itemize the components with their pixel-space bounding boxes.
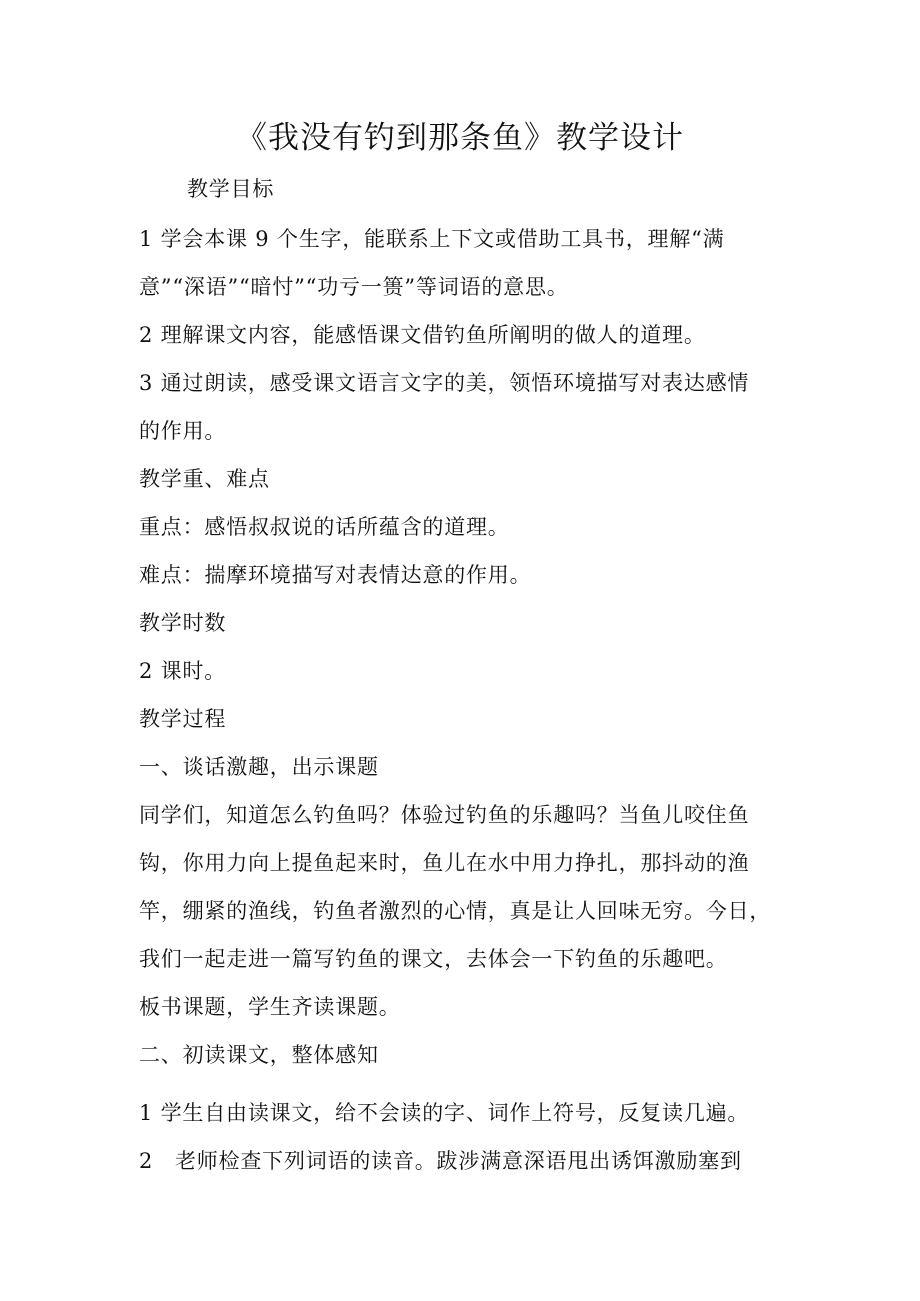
text-line: 重点：感悟叔叔说的话所蕴含的道理。 <box>139 515 510 539</box>
section-heading-hours: 教学时数 <box>139 611 227 635</box>
text-line: 同学们，知道怎么钓鱼吗？体验过钓鱼的乐趣吗？当鱼儿咬住鱼 <box>139 803 750 827</box>
text-line: 难点：揣摩环境描写对表情达意的作用。 <box>139 563 532 587</box>
text-line: 的作用。 <box>139 419 227 443</box>
section-heading-process: 教学过程 <box>139 707 227 731</box>
text-line: 3 通过朗读，感受课文语言文字的美，领悟环境描写对表达感情 <box>139 371 750 395</box>
text-line: 意”“深语”“暗忖”“功亏一篑”等词语的意思。 <box>139 275 569 299</box>
text-line: 我们一起走进一篇写钓鱼的课文，去体会一下钓鱼的乐趣吧。 <box>139 947 728 971</box>
text-line: 2 课时。 <box>139 659 227 683</box>
subsection-heading: 二、初读课文，整体感知 <box>139 1043 379 1067</box>
section-heading-objectives: 教学目标 <box>187 177 275 201</box>
text-line: 竿，绷紧的渔线，钓鱼者激烈的心情，真是让人回味无穷。今日， <box>139 899 772 923</box>
text-line: 板书课题，学生齐读课题。 <box>139 995 401 1019</box>
subsection-heading: 一、谈话激趣，出示课题 <box>139 755 379 779</box>
section-heading-key-points: 教学重、难点 <box>139 467 270 491</box>
text-line: 1 学会本课 9 个生字，能联系上下文或借助工具书，理解“满 <box>139 227 725 251</box>
text-line: 2 理解课文内容，能感悟课文借钓鱼所阐明的做人的道理。 <box>139 323 706 347</box>
text-line: 2 老师检查下列词语的读音。跋涉满意深语甩出诱饵激励塞到 <box>139 1149 742 1173</box>
document-title: 《我没有钓到那条鱼》教学设计 <box>236 120 684 156</box>
text-line: 钩，你用力向上提鱼起来时，鱼儿在水中用力挣扎，那抖动的渔 <box>139 851 750 875</box>
text-line: 1 学生自由读课文，给不会读的字、词作上符号，反复读几遍。 <box>139 1101 750 1125</box>
